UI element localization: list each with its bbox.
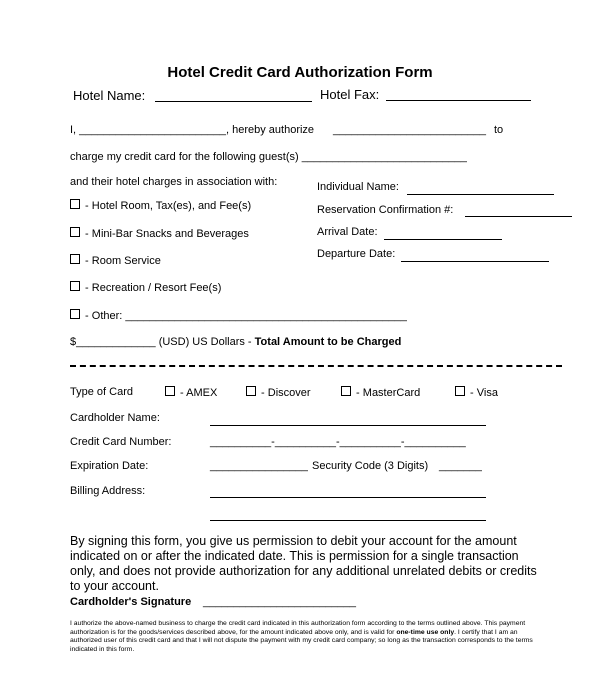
mastercard-checkbox[interactable]	[341, 386, 351, 396]
charge-hotel-room-checkbox[interactable]	[70, 199, 80, 209]
hotel-name-label: Hotel Name:	[73, 88, 146, 103]
arrival-date-field[interactable]	[384, 239, 502, 240]
expiration-label: Expiration Date:	[70, 460, 149, 472]
charge-recreation-checkbox[interactable]	[70, 281, 80, 291]
billing-address-field-1[interactable]	[210, 497, 486, 498]
reservation-label: Reservation Confirmation #:	[317, 204, 454, 216]
signature-field[interactable]: _________________________	[203, 596, 356, 608]
departure-date-label: Departure Date:	[317, 248, 396, 260]
amex-checkbox[interactable]	[165, 386, 175, 396]
signature-label: Cardholder's Signature	[70, 596, 192, 608]
charge-recreation: - Recreation / Resort Fee(s)	[70, 281, 221, 294]
security-code-field[interactable]: _______	[439, 460, 482, 472]
fine-print-emphasis: one-time use only	[396, 628, 455, 636]
expiration-field[interactable]: ________________	[210, 460, 308, 472]
individual-name-field[interactable]	[407, 194, 554, 195]
cardholder-name-label: Cardholder Name:	[70, 412, 160, 424]
charge-room-service: - Room Service	[70, 254, 161, 267]
charge-hotel-room: - Hotel Room, Tax(es), and Fee(s)	[70, 199, 251, 212]
discover-checkbox[interactable]	[246, 386, 256, 396]
authorize-line-3: and their hotel charges in association with:	[70, 176, 278, 188]
authorize-blank[interactable]: _________________________	[333, 124, 486, 136]
card-type-amex: - AMEX	[165, 386, 217, 399]
hotel-fax-label: Hotel Fax:	[320, 87, 380, 102]
arrival-date-label: Arrival Date:	[317, 226, 378, 238]
security-code-label: Security Code (3 Digits)	[312, 460, 429, 472]
total-amount-line	[70, 336, 401, 348]
card-type-mastercard: - MasterCard	[341, 386, 420, 399]
reservation-field[interactable]	[465, 216, 572, 217]
hotel-name-field[interactable]	[155, 101, 312, 102]
visa-checkbox[interactable]	[455, 386, 465, 396]
section-divider	[70, 365, 562, 367]
charge-other: - Other: ______________________________________________	[70, 309, 407, 322]
individual-name-label: Individual Name:	[317, 181, 399, 193]
card-number-field[interactable]: __________-__________-__________-__________	[210, 436, 466, 448]
card-type-visa: - Visa	[455, 386, 498, 399]
authorize-line-2: charge my credit card for the following guest(s) ___________________________	[70, 151, 467, 163]
card-type-discover: - Discover	[246, 386, 311, 399]
page-title: Hotel Credit Card Authorization Form	[167, 64, 433, 81]
fine-print: I authorize the above-named business to charge the credit card indicated in this authorization form according to the terms outlined above. This payment authorization is for the goods/services described above, for the amount indicated above only, and is valid for one-time use only. I certify that I am an authorized user of this credit card and that I will not dispute the payment with my credit card company; so long as the transaction corresponds to the terms indicated in this form.	[70, 620, 533, 653]
card-type-label: Type of Card	[70, 386, 133, 398]
authorize-to: to	[494, 124, 504, 136]
billing-address-label: Billing Address:	[70, 485, 146, 497]
departure-date-field[interactable]	[401, 261, 549, 262]
card-number-label: Credit Card Number:	[70, 436, 172, 448]
charge-mini-bar-checkbox[interactable]	[70, 227, 80, 237]
cardholder-name-field[interactable]	[210, 425, 486, 426]
total-amount-field[interactable]: $_____________ (USD) US Dollars -	[70, 336, 255, 348]
billing-address-field-2[interactable]	[210, 520, 486, 521]
charge-other-checkbox[interactable]	[70, 309, 80, 319]
consent-paragraph: By signing this form, you give us permission to debit your account for the amount indicated on or after the indicated date. This is permission for a single transaction only, and does not provide authorization for any additional unrelated debits or credits to your account.	[70, 534, 537, 593]
charge-mini-bar: - Mini-Bar Snacks and Beverages	[70, 227, 249, 240]
authorize-line-1: I, ________________________, hereby authorize	[70, 124, 315, 136]
charge-room-service-checkbox[interactable]	[70, 254, 80, 264]
hotel-fax-field[interactable]	[386, 100, 531, 101]
total-amount-label: Total Amount to be Charged	[254, 336, 402, 348]
